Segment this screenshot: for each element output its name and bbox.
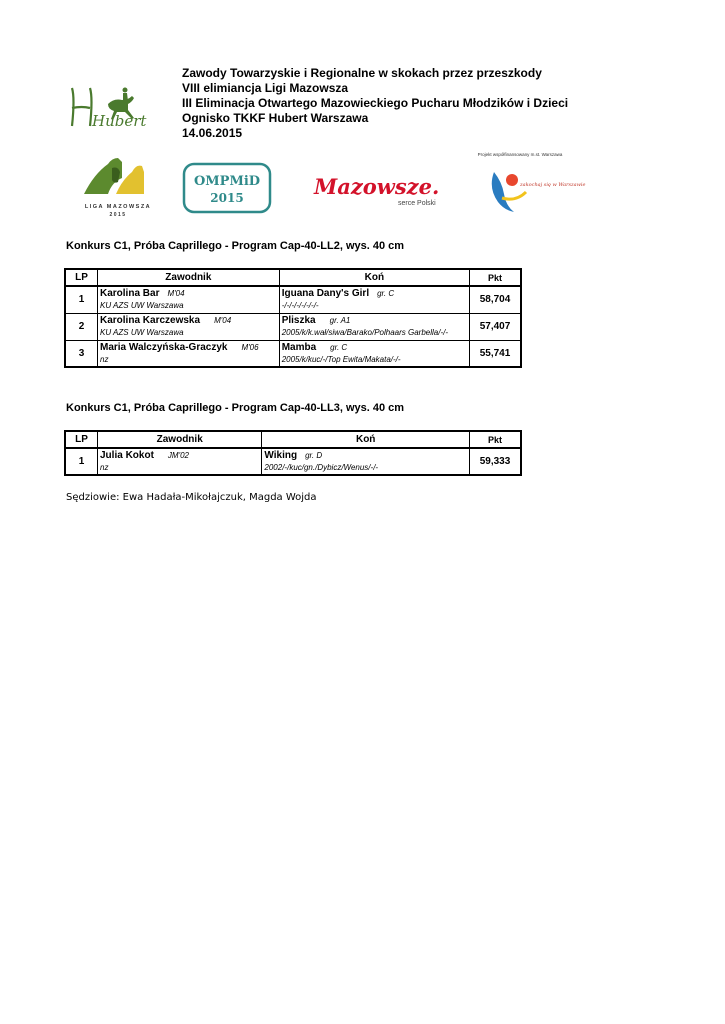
rider-cell [98, 340, 280, 367]
rider-category: M'06 [241, 342, 259, 352]
rider-club: nz [100, 354, 109, 364]
table-header-row [65, 431, 521, 448]
row-points: 59,333 [470, 448, 522, 475]
rider-category: JM'02 [167, 451, 189, 460]
project-caption: Projekt współfinansowany m.st. Warszawa [477, 152, 563, 157]
row-lp: 3 [65, 340, 98, 367]
horse-group: gr. C [377, 289, 395, 299]
event-title: Zawody Towarzyskie i Regionalne w skokach przez przeszkody [182, 66, 542, 80]
rider-club: nz [100, 463, 109, 472]
horse-name: Mamba [281, 341, 317, 353]
horse-pedigree: 2005/k/k.wał/siwa/Barako/Polhaars Garbella/-/- [281, 328, 448, 337]
row-points: 57,407 [470, 313, 522, 340]
project-logo-text: zakochaj się w Warszawie [520, 182, 586, 188]
liga-logo-text: LIGA MAZOWSZA [84, 204, 152, 210]
rider-club: KU AZS UW Warszawa [100, 328, 184, 337]
horse-cell [279, 340, 469, 367]
liga-logo-year: 2015 [109, 212, 127, 218]
mazowsze-logo [312, 170, 444, 208]
ompmid-logo-year: 2015 [210, 191, 244, 205]
column-horse: Koń [279, 269, 469, 286]
rider-cell [98, 448, 262, 475]
row-points: 58,704 [470, 286, 522, 313]
warszawa-project-logo [472, 150, 586, 218]
horse-pedigree: 2005/k/kuc/-/Top Ewita/Makata/-/- [281, 354, 401, 364]
event-subtitle-liga: VIII elimiancja Ligi Mazowsza [182, 81, 349, 95]
competition-2-title: Konkurs C1, Próba Caprillego - Program Cap-40-LL3, wys. 40 cm [66, 402, 405, 414]
rider-name: Maria Walczyńska-Graczyk [100, 341, 228, 353]
column-lp: LP [65, 431, 98, 448]
table-row [65, 313, 521, 340]
event-subtitle-puchar: III Eliminacja Otwartego Mazowieckiego Pucharu Młodzików i Dzieci [182, 96, 569, 110]
horse-name: Pliszka [281, 315, 316, 326]
row-points: 55,741 [470, 340, 522, 367]
event-date: 14.06.2015 [182, 126, 243, 140]
rider-club: KU AZS UW Warszawa [100, 301, 184, 311]
competition-1-results-table [64, 268, 522, 368]
horse-pedigree: -/-/-/-/-/-/-/- [281, 301, 319, 311]
column-lp: LP [65, 269, 98, 286]
column-rider: Zawodnik [98, 431, 262, 448]
hubert-logo [68, 84, 164, 132]
row-lp: 1 [65, 286, 98, 313]
table-row [65, 286, 521, 313]
event-header [182, 66, 568, 141]
horse-group: gr. C [330, 342, 348, 352]
rider-category: M'04 [214, 316, 232, 325]
table-header-row [65, 269, 521, 286]
column-rider: Zawodnik [98, 269, 280, 286]
ompmid-logo-text: OMPMiD [193, 174, 261, 189]
table-row [65, 448, 521, 475]
horse-cell [262, 448, 470, 475]
row-lp: 2 [65, 313, 98, 340]
table-row [65, 340, 521, 367]
rider-name: Julia Kokot [100, 450, 154, 461]
mazowsze-logo-text: Mazowsze. [314, 174, 440, 199]
rider-cell [98, 286, 280, 313]
rider-cell [98, 313, 280, 340]
horse-cell [279, 313, 469, 340]
horse-pedigree: 2002/-/kuc/gn./Dybicz/Wenus/-/- [264, 463, 379, 472]
rider-category: M'04 [167, 289, 185, 299]
judges-note: Sędziowie: Ewa Hadała-Mikołajczuk, Magda Wojda [66, 492, 317, 503]
event-organizer: Ognisko TKKF Hubert Warszawa [182, 111, 369, 125]
horse-cell [279, 286, 469, 313]
heart-icon [506, 174, 518, 186]
rider-name: Karolina Karczewska [100, 315, 201, 326]
rider-name: Karolina Bar [100, 288, 160, 300]
column-horse: Koń [262, 431, 470, 448]
column-points: Pkt [470, 269, 522, 286]
horse-name: Wiking [264, 450, 298, 461]
horse-name: Iguana Dany's Girl [281, 288, 370, 300]
horse-group: gr. D [305, 451, 323, 460]
hubert-logo-text: Hubert [92, 112, 147, 130]
competition-1-title: Konkurs C1, Próba Caprillego - Program Cap-40-LL2, wys. 40 cm [66, 240, 405, 252]
row-lp: 1 [65, 448, 98, 475]
column-points: Pkt [470, 431, 522, 448]
mazowsze-logo-subtext: serce Polski [398, 200, 436, 207]
liga-mazowsza-logo [80, 150, 156, 220]
competition-2-results-table [64, 430, 522, 476]
ompmid-logo [182, 162, 272, 214]
horse-group: gr. A1 [329, 316, 351, 325]
